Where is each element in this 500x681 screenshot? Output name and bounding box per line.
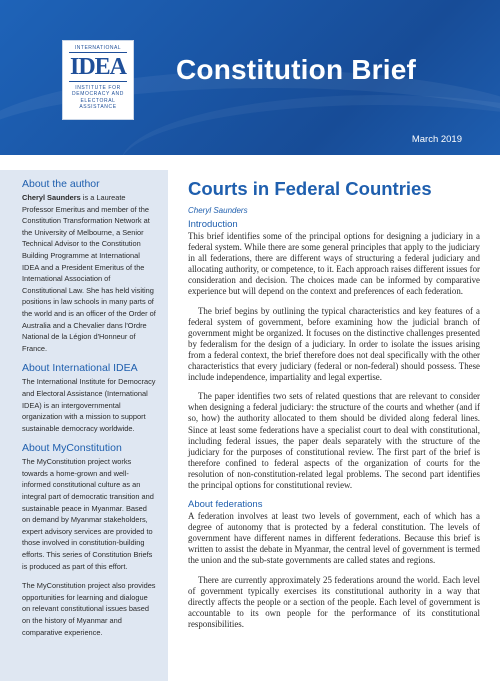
logo-sub-line: INSTITUTE FOR: [75, 85, 121, 91]
about-author-heading: About the author: [22, 178, 100, 190]
logo-sub-line: ELECTORAL: [80, 97, 116, 104]
about-author-text: [22, 192, 156, 354]
document-author: Cheryl Saunders: [188, 206, 248, 215]
paragraph: The paper identifies two sets of related questions that are relevant to consider when designing a federal judiciary: the structure of the courts and whether (and if so, how) the authority allocated to them should be divided along federal lines. Since at least some federations have a specialist court to deal with constitutional, including federal issues, the paper deals separately with the structure of the judiciary for the purposes of constitutional review. The first part of the brief is therefore confined to federal aspects of the organization of courts for the resolution of non-constitution-related legal problems. The second part identifies the principal options for constitutional review.: [188, 391, 480, 490]
logo-subtitle: [67, 83, 129, 111]
logo-mark: IDEA: [69, 54, 126, 80]
series-title: Constitution Brief: [176, 54, 417, 85]
paragraph: This brief identifies some of the principal options for designing a judiciary in a federal system. While there are some general principles that apply to the judiciary in all federations, there are different ways of structuring a federal judiciary and allocating authority, or competence, to it. Each approach raises different issues for consideration and decision. The choices made can be informed by comparative experience but will depend on the context and preferences of each federation.: [188, 231, 480, 297]
header-banner: [0, 0, 500, 155]
about-federations-heading: About federations: [188, 499, 263, 511]
idea-logo: [62, 40, 134, 120]
introduction-heading: Introduction: [188, 219, 238, 230]
about-myconstitution-text-2: The MyConstitution project also provides opportunities for learning and dialogue on relevant constitutional issues based on the history of Myanmar and comparative experience.: [22, 581, 156, 637]
sidebar: [0, 170, 168, 681]
main-content: [188, 178, 480, 638]
about-idea-text: The International Institute for Democracy and Electoral Assistance (International IDEA) is an intergovernmental organization with a mission to support sustainable democracy worldwide.: [22, 377, 156, 433]
author-bio: is a Laureate Professor Emeritus and member of the Constitution Transformation Network at the University of Melbourne, a Senior Technical Advisor to the Constitution Building Programme at International IDEA and a President Emeritus of the International Association of Constitutional Law. She has held visiting positions in law schools in many parts of the world and is an officer of the Order of Australia and a Chevalier dans l'Ordre National de la Légion d'Honneur of France.: [22, 193, 156, 353]
paragraph: The brief begins by outlining the typical characteristics and key features of a federal system of government, before examining how the judicial branch of government might be organized. It focuses on the distinctive challenges presented by federalism for the design of a judiciary. In order to isolate the issues arising from a federal context, the brief therefore does not deal specifically with the other characteristics that every judiciary (federal or non-federal) should possess. These include independence, impartiality and legal expertise.: [188, 305, 480, 383]
logo-sub-line: ASSISTANCE: [79, 104, 117, 111]
document-title: Courts in Federal Countries: [188, 178, 432, 199]
paragraph: A federation involves at least two levels of government, each of which has a degree of autonomy that is protected by a federal constitution. The levels of government have different names in different federations. Because this brief is written to assist the debate in Myanmar, the central level of government is termed the union and the sub-state governments are called states and regions.: [188, 511, 480, 566]
logo-top-text: INTERNATIONAL: [74, 45, 122, 51]
about-idea-heading: About International IDEA: [22, 362, 138, 375]
about-myconstitution-text: The MyConstitution project works towards a home-grown and well-informed constitutional culture as an integral part of democratic transition and sustainable peace in Myanmar. Based on demand by Myanmar stakeholders, expert advisory services are provided to those involved in constitution-building efforts. This series of Constitution Briefs is produced as part of this effort.: [22, 457, 154, 571]
about-myconstitution-heading: About MyConstitution: [22, 442, 122, 455]
logo-sub-line: DEMOCRACY AND: [72, 91, 124, 98]
publication-date: March 2019: [411, 134, 462, 145]
author-name: Cheryl Saunders: [22, 193, 81, 202]
paragraph: There are currently approximately 25 federations around the world. Each level of government typically exercises its constitutional authority in a way that directly affects the people or a section of the people. Each level of government is accountable to its own people for the performance of its constitutional responsibilities.: [188, 574, 480, 629]
